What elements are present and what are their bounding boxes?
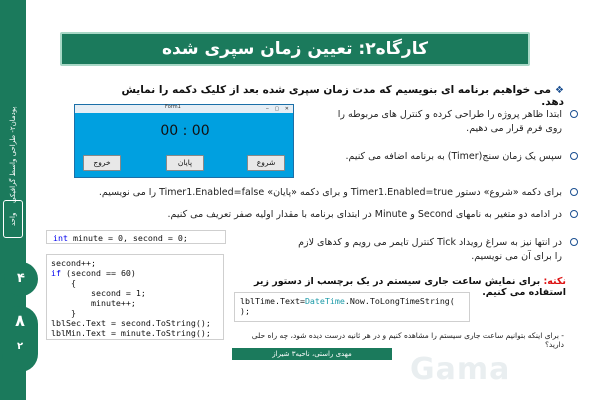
code-class-name: DateTime (304, 296, 345, 306)
code-line: minute++; (51, 298, 136, 308)
unit-tag: واحد یادگیری۴ (3, 200, 23, 238)
step-item (298, 236, 562, 264)
code-keyword: int (53, 233, 68, 243)
code-line: } (51, 308, 76, 318)
diamond-bullet-icon: ❖ (555, 85, 564, 96)
code-line (51, 268, 219, 278)
circle-bullet-icon (570, 238, 578, 246)
timer-display: 00 : 00 (160, 123, 210, 139)
code-line: { (51, 278, 76, 288)
step-item (96, 208, 562, 222)
page-badge-number: ۸ (15, 311, 25, 330)
note-label: نکته: (543, 276, 566, 287)
page-title: کارگاه۲: تعیین زمان سپری شده (162, 39, 428, 59)
code-line (240, 296, 464, 306)
note-text: برای نمایش ساعت جاری سیستم در یک برچسب از دستور زیر استفاده می کنیم. (254, 276, 566, 298)
form-title: Form1 (165, 104, 181, 110)
code-text: .Now.ToLongTimeString( (344, 296, 455, 306)
step-text: در انتها نیز به سراغ رویداد Tick کنترل تایمر می رویم و کدهای لازم را برای آن می نویسیم. (298, 237, 562, 262)
code-line: ); (240, 306, 250, 316)
author-bar: مهدی راستی، ناحیه۳ شیراز (232, 348, 392, 360)
code-text: minute = 0, second = 0; (68, 233, 188, 243)
stop-button[interactable]: پایان (166, 155, 204, 171)
step-item (96, 186, 562, 200)
step-text: برای دکمه «شروع» دستور Timer1.Enabled=true و برای دکمه «پایان» Timer1.Enabled=false را می نویسیم. (98, 187, 562, 198)
exit-button[interactable]: خروج (83, 155, 121, 171)
chapter-badge: ۴ (4, 262, 38, 296)
page-title-bar (60, 32, 530, 66)
code-time-box (234, 292, 470, 322)
step-item (322, 150, 562, 164)
circle-bullet-icon (570, 188, 578, 196)
step-text: ابتدا ظاهر پروژه را طراحی کرده و کنترل های مربوطه را روی فرم قرار می دهیم. (337, 109, 562, 134)
code-line: lblMin.Text = minute.ToString(); (51, 328, 211, 338)
circle-bullet-icon (570, 110, 578, 118)
page-badge (2, 306, 38, 372)
code-declare-box (46, 230, 226, 244)
code-tick-box (46, 254, 224, 340)
form-titlebar (75, 105, 293, 113)
start-button[interactable]: شروع (247, 155, 285, 171)
module-vertical-title: پودمان۲- طراحی واسط گرافیکی (9, 106, 17, 204)
step-item (322, 108, 562, 136)
code-text: (second == 60) (61, 268, 136, 278)
watermark-logo: Gama (410, 352, 511, 387)
code-text: lblTime.Text= (240, 296, 305, 306)
code-line: lblSec.Text = second.ToString(); (51, 318, 211, 328)
circle-bullet-icon (570, 210, 578, 218)
page-badge-sub: ۲ (16, 341, 24, 352)
circle-bullet-icon (570, 152, 578, 160)
step-text: در ادامه دو متغیر به نامهای Second و Minute در ابتدای برنامه با مقدار اولیه صفر تعریف می کنیم. (167, 209, 562, 220)
form-preview-window (74, 104, 294, 178)
code-line: second = 1; (51, 288, 146, 298)
step-text: سپس یک زمان سنج(Timer) به برنامه اضافه می کنیم. (345, 151, 562, 162)
intro-text: می خواهیم برنامه ای بنویسیم که مدت زمان سپری شده بعد از کلیک دکمه را نمایش دهد. (121, 84, 564, 108)
window-control-icons[interactable]: ‒ ▢ ✕ (265, 106, 291, 112)
question-tip: - برای اینکه بتوانیم ساعت جاری سیستم را مشاهده کنیم و در هر ثانیه درست دیده شود، چه راه حلی دارید؟ (251, 331, 564, 349)
code-line: second++; (51, 258, 96, 268)
code-keyword: if (51, 268, 61, 278)
